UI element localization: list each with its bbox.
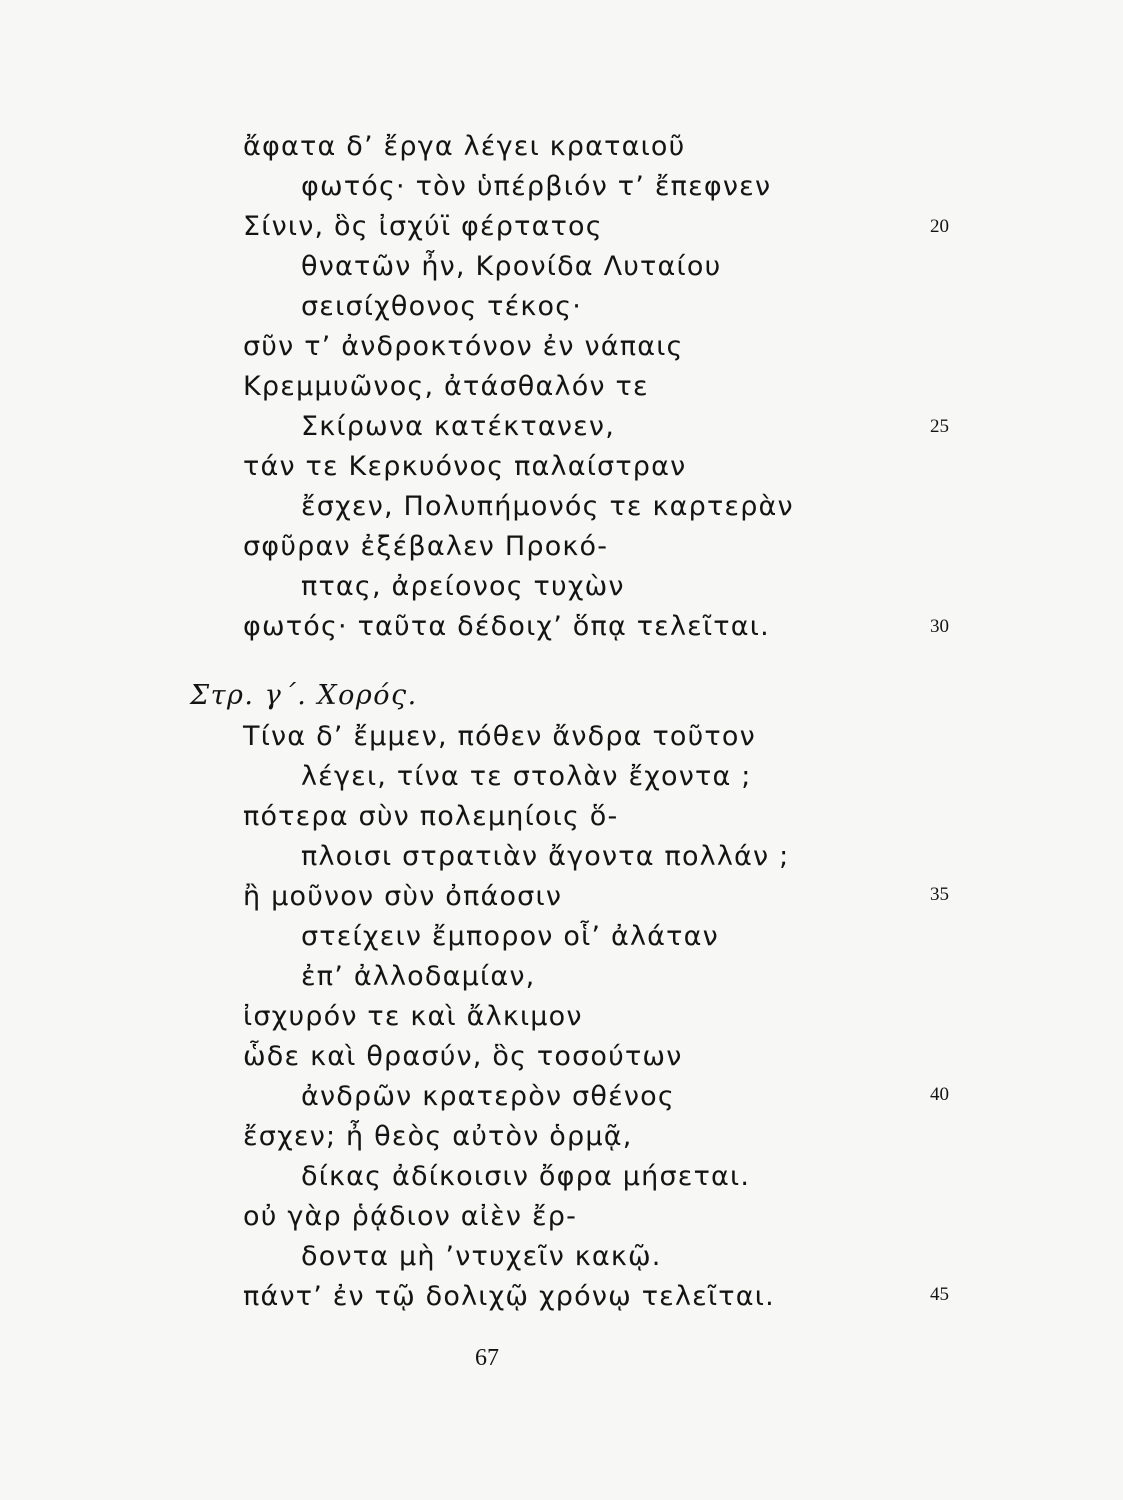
verse-line: στείχειν ἔμπορον οἷ’ ἀλάταν: [301, 921, 719, 952]
verse-line: ἔσχεν, Πολυπήμονός τε καρτερὰν: [301, 491, 794, 522]
verse-line: θνατῶν ἦν, Κρονίδα Λυταίου: [301, 251, 722, 282]
verse-line: ἀνδρῶν κρατερὸν σθένος: [301, 1081, 675, 1112]
verse-line: σφῦραν ἐξέβαλεν Προκό-: [243, 531, 609, 562]
line-number: 25: [930, 416, 949, 437]
page-number: 67: [475, 1345, 499, 1371]
verse-line: πάντ’ ἐν τῷ δολιχῷ χρόνῳ τελεῖται.: [243, 1281, 775, 1312]
line-number: 35: [930, 884, 949, 905]
verse-line: τάν τε Κερκυόνος παλαίστραν: [243, 451, 687, 482]
line-number: 20: [930, 216, 949, 237]
verse-line: λέγει, τίνα τε στολὰν ἔχοντα ;: [301, 761, 752, 792]
line-number: 30: [930, 616, 949, 637]
verse-line: Τίνα δ’ ἔμμεν, πόθεν ἄνδρα τοῦτον: [243, 721, 756, 752]
verse-line: φωτός· τὸν ὑπέρβιόν τ’ ἔπεφνεν: [301, 171, 772, 202]
verse-line: Κρεμμυῶνος, ἀτάσθαλόν τε: [243, 371, 649, 402]
verse-line: ἢ μοῦνον σὺν ὀπάοσιν: [243, 881, 563, 912]
verse-line: Σίνιν, ὃς ἰσχύϊ φέρτατος: [243, 211, 603, 242]
strophe-heading: Στρ. γ΄. Χορός.: [190, 680, 418, 711]
verse-line: πτας, ἀρείονος τυχὼν: [301, 571, 625, 602]
line-number: 45: [930, 1284, 949, 1305]
verse-line: πότερα σὺν πολεμηίοις ὅ-: [243, 801, 619, 832]
line-number: 40: [930, 1084, 949, 1105]
verse-line: ἔσχεν; ἦ θεὸς αὐτὸν ὁρμᾷ,: [243, 1121, 633, 1152]
verse-line: δίκας ἀδίκοισιν ὄφρα μήσεται.: [301, 1161, 751, 1192]
verse-line: ἐπ’ ἀλλοδαμίαν,: [301, 961, 536, 992]
verse-line: φωτός· ταῦτα δέδοιχ’ ὅπᾳ τελεῖται.: [243, 611, 770, 642]
verse-line: ἄφατα δ’ ἔργα λέγει κραταιοῦ: [243, 131, 686, 162]
verse-line: σεισίχθονος τέκος·: [301, 291, 583, 322]
verse-line: ἰσχυρόν τε καὶ ἄλκιμον: [243, 1001, 583, 1032]
verse-line: ὧδε καὶ θρασύν, ὃς τοσούτων: [243, 1041, 683, 1072]
verse-line: πλοισι στρατιὰν ἄγοντα πολλάν ;: [301, 841, 790, 872]
verse-line: σῦν τ’ ἀνδροκτόνον ἐν νάπαις: [243, 331, 684, 362]
verse-line: Σκίρωνα κατέκτανεν,: [301, 411, 615, 442]
verse-line: δοντα μὴ ’ντυχεῖν κακῷ.: [301, 1241, 662, 1272]
verse-line: οὐ γὰρ ῥᾴδιον αἰὲν ἔρ-: [243, 1201, 578, 1232]
